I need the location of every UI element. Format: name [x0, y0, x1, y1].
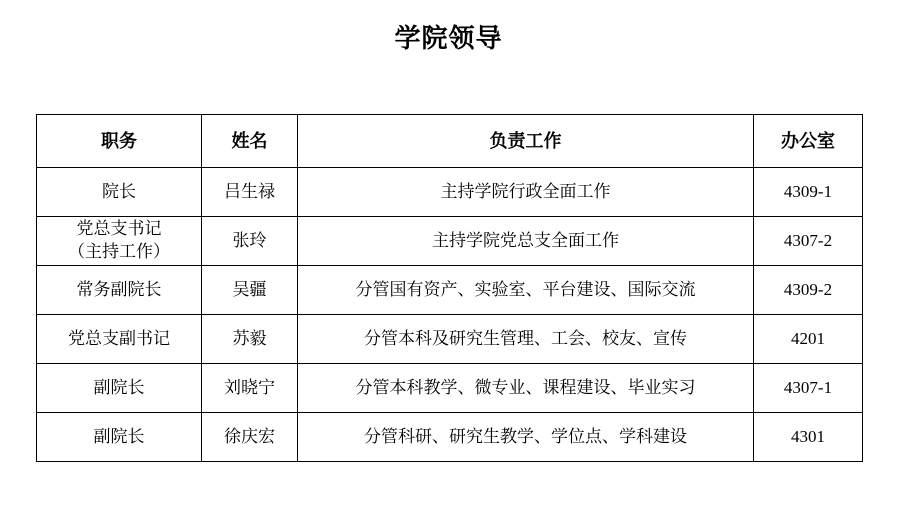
table-row — [37, 364, 863, 413]
cell-name: 张玲 — [202, 217, 298, 266]
cell-office: 4301 — [754, 413, 863, 462]
table-row — [37, 266, 863, 315]
cell-position-text: 党总支书记 （主持工作） — [68, 219, 170, 261]
page-title: 学院领导 — [394, 24, 503, 53]
cell-name: 吕生禄 — [202, 168, 298, 217]
cell-position: 常务副院长 — [37, 266, 202, 315]
table-row — [37, 217, 863, 266]
cell-office: 4201 — [754, 315, 863, 364]
table-header-row — [37, 115, 863, 168]
column-header-position: 职务 — [37, 115, 202, 168]
table-header — [37, 115, 863, 168]
cell-office: 4307-2 — [754, 217, 863, 266]
table-row — [37, 315, 863, 364]
cell-office: 4309-1 — [754, 168, 863, 217]
cell-name: 吴疆 — [202, 266, 298, 315]
cell-office: 4307-1 — [754, 364, 863, 413]
table-row — [37, 168, 863, 217]
leaders-table-container — [36, 114, 862, 462]
cell-duty: 主持学院行政全面工作 — [298, 168, 754, 217]
column-header-duty: 负责工作 — [298, 115, 754, 168]
table-row — [37, 413, 863, 462]
cell-position — [37, 217, 202, 266]
cell-name: 刘晓宁 — [202, 364, 298, 413]
cell-duty: 分管本科及研究生管理、工会、校友、宣传 — [298, 315, 754, 364]
cell-position: 副院长 — [37, 413, 202, 462]
cell-position: 院长 — [37, 168, 202, 217]
cell-duty: 分管本科教学、微专业、课程建设、毕业实习 — [298, 364, 754, 413]
cell-duty: 主持学院党总支全面工作 — [298, 217, 754, 266]
document-page — [0, 18, 897, 516]
cell-duty: 分管科研、研究生教学、学位点、学科建设 — [298, 413, 754, 462]
cell-name: 苏毅 — [202, 315, 298, 364]
table-body — [37, 168, 863, 462]
cell-office: 4309-2 — [754, 266, 863, 315]
column-header-office: 办公室 — [754, 115, 863, 168]
cell-name: 徐庆宏 — [202, 413, 298, 462]
leaders-table — [36, 114, 863, 462]
cell-duty: 分管国有资产、实验室、平台建设、国际交流 — [298, 266, 754, 315]
cell-position: 副院长 — [37, 364, 202, 413]
column-header-name: 姓名 — [202, 115, 298, 168]
cell-position: 党总支副书记 — [37, 315, 202, 364]
